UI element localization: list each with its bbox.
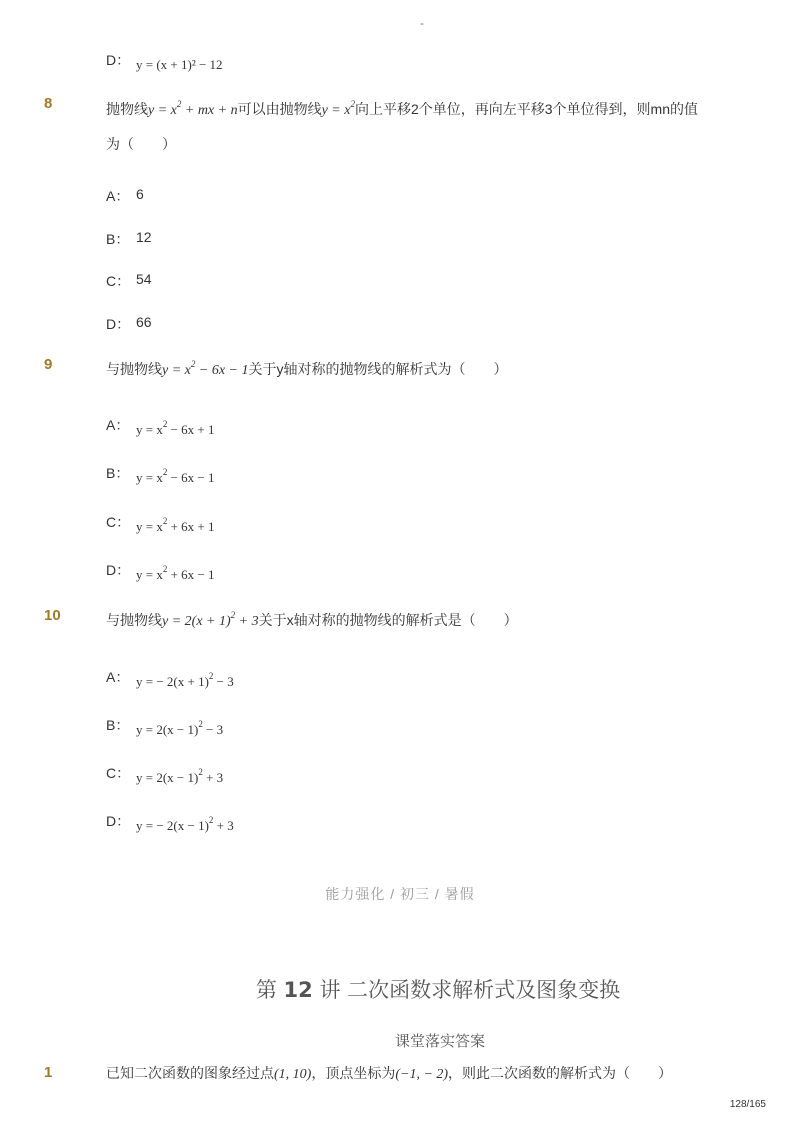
question-9-text bbox=[106, 359, 746, 381]
option-label: B： bbox=[106, 465, 130, 481]
math-part: + mx + n bbox=[181, 103, 238, 118]
option-label: D： bbox=[106, 562, 131, 578]
math-part: + 3 bbox=[202, 770, 224, 785]
option-label: D： bbox=[106, 813, 131, 829]
question-text-part: 关于x轴对称的抛物线的解析式是（ ） bbox=[258, 612, 518, 628]
math-part: y = x bbox=[136, 567, 163, 582]
math-part: + 3 bbox=[235, 614, 259, 629]
math-expression: (1, 10) bbox=[274, 1067, 312, 1082]
math-part: y = x bbox=[136, 519, 163, 534]
option-label: D： bbox=[106, 316, 131, 332]
question-text-part: ，顶点坐标为 bbox=[311, 1065, 396, 1081]
question-text-part: 已知二次函数的图象经过点 bbox=[106, 1065, 274, 1081]
section-subtitle: 课堂落实答案 bbox=[394, 1033, 485, 1050]
math-part: − 6x + 1 bbox=[167, 422, 215, 437]
exponent: 2 bbox=[162, 564, 168, 574]
lecture-title bbox=[0, 974, 800, 1004]
math-part: − 6x − 1 bbox=[195, 363, 249, 378]
top-mark: - bbox=[420, 16, 424, 30]
question-text-part: 关于y轴对称的抛物线的解析式为（ ） bbox=[248, 361, 508, 377]
math-part: y = x bbox=[136, 422, 163, 437]
lecture-name: 讲 二次函数求解析式及图象变换 bbox=[319, 978, 621, 1002]
option-label: A： bbox=[106, 669, 130, 685]
question-number-8: 8 bbox=[44, 95, 53, 112]
exponent: 2 bbox=[208, 671, 214, 681]
lecture-prefix: 第 bbox=[255, 978, 277, 1002]
q10-option-a[interactable] bbox=[106, 667, 234, 687]
exponent: 2 bbox=[190, 359, 196, 369]
math-part: − 3 bbox=[213, 674, 234, 689]
math-part: − 3 bbox=[202, 722, 224, 737]
option-value: 66 bbox=[136, 314, 152, 330]
option-label: A： bbox=[106, 417, 130, 433]
book-footer: 能力强化 / 初三 / 暑假 bbox=[325, 886, 475, 902]
math-part: y = 2(x − 1) bbox=[136, 722, 199, 737]
q10-option-c[interactable] bbox=[106, 763, 223, 783]
option-label: C： bbox=[106, 273, 131, 289]
option-value: 6 bbox=[136, 186, 144, 202]
exponent: 2 bbox=[162, 467, 168, 477]
q9-option-d[interactable] bbox=[106, 560, 215, 580]
q9-option-c[interactable] bbox=[106, 512, 215, 532]
math-expression: (−1, − 2) bbox=[395, 1067, 449, 1082]
exponent: 2 bbox=[162, 516, 168, 526]
question-text-part: ，则此二次函数的解析式为（ ） bbox=[448, 1065, 673, 1081]
q9-option-b[interactable] bbox=[106, 463, 215, 483]
option-expression bbox=[136, 815, 234, 834]
question-text-part: 抛物线 bbox=[106, 101, 148, 117]
math-expression bbox=[162, 359, 249, 378]
exponent: 2 bbox=[176, 99, 182, 109]
question-8-text bbox=[106, 99, 746, 121]
option-expression: y = (x + 1)² − 12 bbox=[136, 57, 223, 72]
math-expression bbox=[321, 99, 355, 118]
option-expression bbox=[136, 767, 224, 786]
question-number-1: 1 bbox=[44, 1064, 53, 1081]
math-expression bbox=[148, 99, 238, 118]
option-label: B： bbox=[106, 231, 130, 247]
question-1-text bbox=[106, 1063, 746, 1085]
exponent: 2 bbox=[198, 719, 203, 729]
exponent: 2 bbox=[230, 610, 236, 620]
math-part: y = x bbox=[162, 363, 191, 378]
exponent: 2 bbox=[208, 815, 214, 825]
option-expression bbox=[136, 564, 215, 583]
question-text-part: 可以由抛物线 bbox=[237, 101, 322, 117]
math-part: y = x bbox=[148, 103, 177, 118]
q8-option-b[interactable] bbox=[106, 229, 152, 249]
q9-option-a[interactable] bbox=[106, 415, 215, 435]
option-label: C： bbox=[106, 765, 131, 781]
option-expression bbox=[136, 516, 215, 535]
page-number: 128/165 bbox=[729, 1099, 766, 1110]
exponent: 2 bbox=[162, 419, 168, 429]
option-expression bbox=[136, 671, 234, 690]
question-number-10: 10 bbox=[44, 607, 61, 624]
option-expression bbox=[136, 419, 215, 438]
q8-option-c[interactable] bbox=[106, 271, 152, 291]
option-value: 12 bbox=[136, 229, 152, 245]
math-part: y = − 2(x + 1) bbox=[136, 674, 209, 689]
prev-option-d[interactable] bbox=[106, 50, 223, 70]
q8-option-a[interactable] bbox=[106, 186, 144, 206]
question-text-part: 向上平移2个单位，再向左平移3个单位得到，则mn的值 bbox=[354, 101, 698, 117]
math-part: + 6x + 1 bbox=[167, 519, 215, 534]
question-8-text-line2: 为（ ） bbox=[106, 136, 176, 152]
math-part: + 3 bbox=[213, 818, 234, 833]
math-part: + 6x − 1 bbox=[167, 567, 215, 582]
question-text-part: 与抛物线 bbox=[106, 361, 162, 377]
option-label: B： bbox=[106, 717, 130, 733]
question-text-part: 与抛物线 bbox=[106, 612, 162, 628]
math-part: y = x bbox=[136, 470, 163, 485]
option-expression bbox=[136, 467, 215, 486]
option-expression bbox=[136, 719, 224, 738]
option-value: 54 bbox=[136, 271, 152, 287]
math-part: y = 2(x − 1) bbox=[136, 770, 199, 785]
exponent: 2 bbox=[198, 767, 203, 777]
math-part: y = 2(x + 1) bbox=[162, 614, 231, 629]
option-label: D： bbox=[106, 52, 131, 68]
option-label: A： bbox=[106, 188, 130, 204]
question-number-9: 9 bbox=[44, 356, 53, 373]
math-part: y = x bbox=[321, 103, 351, 118]
q8-option-d[interactable] bbox=[106, 314, 152, 334]
q10-option-b[interactable] bbox=[106, 715, 223, 735]
lecture-number: 12 bbox=[283, 978, 313, 1002]
math-part: − 6x − 1 bbox=[167, 470, 215, 485]
math-expression bbox=[162, 610, 259, 629]
math-part: y = − 2(x − 1) bbox=[136, 818, 209, 833]
q10-option-d[interactable] bbox=[106, 811, 234, 831]
option-label: C： bbox=[106, 514, 131, 530]
question-10-text bbox=[106, 610, 746, 632]
exponent: 2 bbox=[350, 99, 355, 109]
